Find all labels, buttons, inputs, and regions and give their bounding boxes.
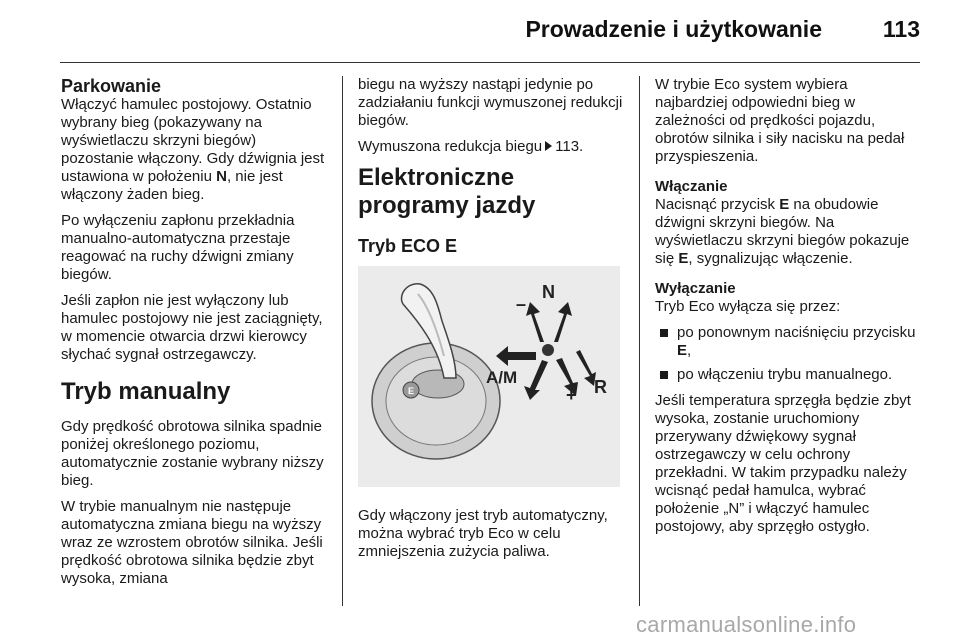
watermark: carmanualsonline.info <box>636 612 857 637</box>
section-heading-parking: Parkowanie <box>61 76 162 96</box>
text-span: Włączyć hamulec postojowy. Ostatnio wybrany bieg (pokazywany na wyświetlaczu skrzyni biegów) pozostanie włączony. Gdy dźwignia jest ustawiona w położeniu <box>61 96 325 185</box>
paragraph: Jeśli zapłon nie jest wyłączony lub hamulec postojowy nie jest zaciągnięty, w momencie otwarcia drzwi kierowcy słychać sygnał ostrzegawczy. <box>61 292 323 363</box>
subheading-on: Włączanie <box>655 178 728 195</box>
gear-label-plus: + <box>566 385 577 405</box>
gear-lever-illustration <box>358 266 620 487</box>
text-span: , <box>687 342 692 359</box>
text-span: , nie jest włączony żaden bieg. <box>61 168 283 203</box>
header-divider <box>60 62 920 63</box>
subsection-heading-eco: Tryb ECO E <box>358 236 458 256</box>
page-header <box>0 0 960 56</box>
gear-label-minus: – <box>516 294 527 314</box>
bold-text: E <box>678 250 689 267</box>
page-title: Prowadzenie i użytkowanie <box>525 16 822 42</box>
gear-label-n: N <box>542 282 555 302</box>
list-item: po włączeniu trybu manualnego. <box>655 366 923 384</box>
column-divider-2 <box>639 76 640 606</box>
text-span: , sygnalizując włączenie. <box>688 250 853 267</box>
paragraph: Gdy włączony jest tryb automatyczny, można wybrać tryb Eco w celu zmniejszenia zużycia paliwa. <box>358 507 608 560</box>
page-number: 113 <box>882 16 920 42</box>
gear-label-r: R <box>594 377 607 397</box>
bold-text: N <box>216 168 227 185</box>
list-item <box>655 324 923 360</box>
paragraph: Jeśli temperatura sprzęgła będzie zbyt wysoka, zostanie uruchomiony przerywany dźwiękowy sygnał ostrzegawczy w celu ochrony przekładni. W takim przypadku należy wcisnąć pedał hamulca, wybrać położenie „N” i włączyć hamulec postojowy, aby sprzęgło ostygło. <box>655 392 911 535</box>
paragraph <box>61 96 329 204</box>
subheading-off: Wyłączanie <box>655 280 736 297</box>
paragraph: Po wyłączeniu zapłonu przekładnia manualno-automatyczna przestaje reagować na ruchy dźwigni zmiany biegów. <box>61 212 295 283</box>
paragraph: W trybie manualnym nie następuje automatyczna zmiana biegu na wyższy wraz ze wzrostem obrotów silnika. Jeśli prędkość obrotowa silnika będzie zbyt wysoka, zmiana <box>61 498 323 587</box>
paragraph: Tryb Eco wyłącza się przez: <box>655 298 841 315</box>
section-heading-manual: Tryb manualny <box>61 378 231 405</box>
text-span: po ponownym naciśnięciu przycisku <box>677 324 916 341</box>
column-divider-1 <box>342 76 343 606</box>
column-1 <box>61 72 329 596</box>
eco-button-icon <box>403 382 419 398</box>
page-reference-link[interactable]: 113. <box>555 138 584 155</box>
text-span: na obudowie dźwigni skrzyni biegów. Na wyświetlaczu skrzyni biegów pokazuje się <box>655 196 910 267</box>
gear-label-am: A/M <box>486 368 518 387</box>
text-span: Nacisnąć przycisk <box>655 196 780 213</box>
bold-text: E <box>677 342 688 359</box>
paragraph: biegu na wyższy nastąpi jedynie po zadziałaniu funkcji wymuszonej redukcji biegów. <box>358 76 623 129</box>
bullet-list <box>655 324 923 384</box>
paragraph: W trybie Eco system wybiera najbardziej odpowiedni bieg w zależności od prędkości pojazdu, obrotów silnika i siły nacisku na pedał przyspieszenia. <box>655 76 905 165</box>
section-heading-programs: Elektroniczne programy jazdy <box>358 164 536 219</box>
bold-text: E <box>779 196 790 213</box>
paragraph <box>358 138 624 156</box>
gear-lever-figure <box>358 266 620 487</box>
paragraph <box>655 196 923 268</box>
column-2 <box>358 76 624 569</box>
paragraph: Gdy prędkość obrotowa silnika spadnie poniżej określonego poziomu, automatycznie zostanie wybrany niższy bieg. <box>61 418 324 489</box>
column-3 <box>655 76 923 544</box>
text-span: Wymuszona redukcja biegu <box>358 138 543 155</box>
page-reference-icon <box>545 141 552 151</box>
svg-text:E: E <box>407 386 415 396</box>
